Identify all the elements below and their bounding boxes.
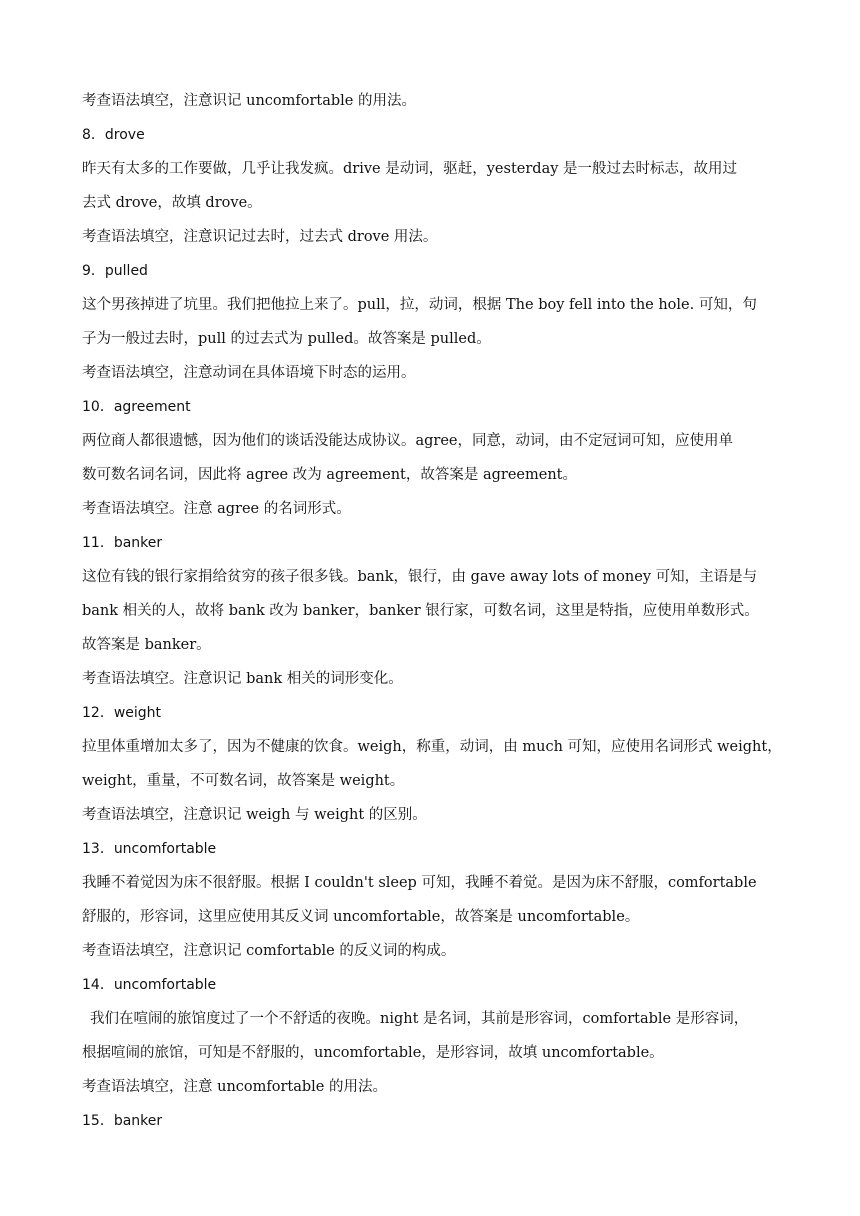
explanation-line: 数可数名词名词，因此将 agree 改为 agreement，故答案是 agreement。 <box>82 467 577 483</box>
explanation-line: 去式 drove，故填 drove。 <box>82 195 262 211</box>
note-line: 考查语法填空。注意 agree 的名词形式。 <box>82 501 351 517</box>
explanation-line: 根据喧闹的旅馆，可知是不舒服的，uncomfortable，是形容词，故填 uncomfortable。 <box>82 1045 664 1061</box>
answer-heading: 12．weight <box>82 705 162 721</box>
explanation-line: weight，重量，不可数名词，故答案是 weight。 <box>82 773 405 789</box>
note-line: 考查语法填空，注意识记 uncomfortable 的用法。 <box>82 93 416 109</box>
note-line: 考查语法填空。注意识记 bank 相关的词形变化。 <box>82 671 403 687</box>
answer-heading: 11．banker <box>82 535 163 551</box>
note-line: 考查语法填空，注意识记过去时，过去式 drove 用法。 <box>82 229 438 245</box>
answer-heading: 9．pulled <box>82 263 148 279</box>
explanation-line: bank 相关的人，故将 bank 改为 banker，banker 银行家，可数名词，这里是特指，应使用单数形式。 <box>82 603 759 619</box>
answer-heading: 10．agreement <box>82 399 191 415</box>
explanation-line: 我们在喧闹的旅馆度过了一个不舒适的夜晚。night 是名词，其前是形容词，comfortable 是形容词， <box>90 1011 749 1027</box>
explanation-line: 昨天有太多的工作要做，几乎让我发疯。drive 是动词，驱赶，yesterday 是一般过去时标志，故用过 <box>82 161 738 177</box>
note-line: 考查语法填空，注意识记 comfortable 的反义词的构成。 <box>82 943 456 959</box>
explanation-line: 我睡不着觉因为床不很舒服。根据 I couldn't sleep 可知，我睡不着觉。是因为床不舒服，comfortable <box>82 875 757 891</box>
note-line: 考查语法填空，注意识记 weigh 与 weight 的区别。 <box>82 807 427 823</box>
answer-heading: 8．drove <box>82 127 145 143</box>
explanation-line: 故答案是 banker。 <box>82 637 211 653</box>
explanation-line: 这个男孩掉进了坑里。我们把他拉上来了。pull，拉，动词，根据 The boy fell into the hole. 可知，句 <box>82 297 757 313</box>
answer-heading: 15．banker <box>82 1113 163 1129</box>
explanation-line: 舒服的，形容词，这里应使用其反义词 uncomfortable，故答案是 uncomfortable。 <box>82 909 640 925</box>
document-page <box>82 84 782 1138</box>
answer-heading: 14．uncomfortable <box>82 977 217 993</box>
note-line: 考查语法填空，注意 uncomfortable 的用法。 <box>82 1079 387 1095</box>
explanation-line: 这位有钱的银行家捐给贫穷的孩子很多钱。bank，银行，由 gave away lots of money 可知，主语是与 <box>82 569 758 585</box>
note-line: 考查语法填空，注意动词在具体语境下时态的运用。 <box>82 365 416 381</box>
answer-heading: 13．uncomfortable <box>82 841 217 857</box>
explanation-line: 子为一般过去时，pull 的过去式为 pulled。故答案是 pulled。 <box>82 331 491 347</box>
explanation-line: 拉里体重增加太多了，因为不健康的饮食。weigh，称重，动词，由 much 可知，应使用名词形式 weight， <box>82 739 782 755</box>
explanation-line: 两位商人都很遗憾，因为他们的谈话没能达成协议。agree，同意，动词，由不定冠词可知，应使用单 <box>82 433 734 449</box>
